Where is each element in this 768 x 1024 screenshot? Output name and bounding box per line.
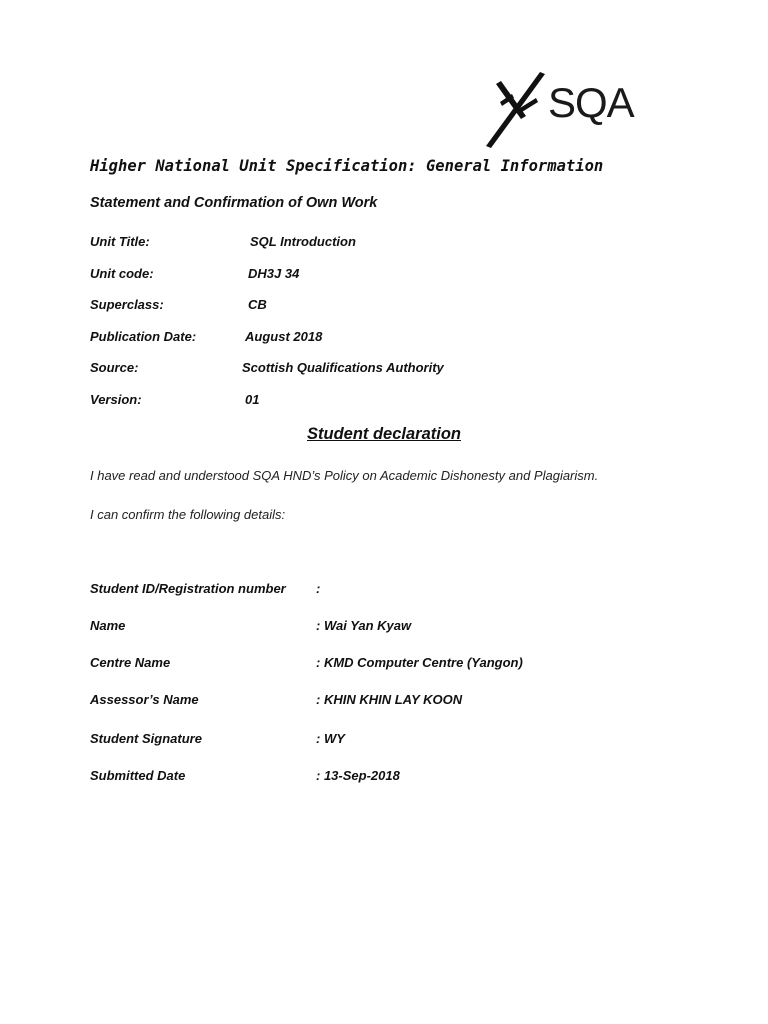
detail-value: : KHIN KHIN LAY KOON <box>316 692 463 707</box>
unit-info-value: August 2018 <box>245 329 323 344</box>
detail-value: : 13-Sep-2018 <box>316 768 400 783</box>
unit-info-label: Version: <box>90 392 142 407</box>
page-title: Higher National Unit Specification: General Information <box>90 157 604 175</box>
detail-row-name <box>90 618 690 633</box>
detail-row-assessor-name <box>90 692 690 707</box>
detail-value: : <box>316 581 321 596</box>
logo-text: SQA <box>548 79 634 126</box>
detail-label: Student ID/Registration number <box>90 581 286 596</box>
detail-value: : KMD Computer Centre (Yangon) <box>316 655 523 670</box>
unit-info-label: Unit Title: <box>90 234 150 249</box>
sqa-x-logo-icon <box>482 68 552 148</box>
detail-label: Name <box>90 618 126 633</box>
sqa-logo <box>482 68 632 148</box>
unit-info-row-title <box>90 234 356 249</box>
detail-value: : WY <box>316 731 345 746</box>
detail-row-student-id <box>90 581 690 596</box>
unit-info-value: Scottish Qualifications Authority <box>242 360 444 375</box>
unit-info-value: DH3J 34 <box>248 266 300 281</box>
page-subtitle: Statement and Confirmation of Own Work <box>90 195 378 211</box>
unit-info-value: 01 <box>245 392 260 407</box>
declaration-statement: I have read and understood SQA HND’s Policy on Academic Dishonesty and Plagiarism. <box>90 468 599 483</box>
declaration-heading: Student declaration <box>306 425 462 443</box>
unit-info-row-source <box>90 360 444 375</box>
detail-row-centre-name <box>90 655 690 670</box>
detail-row-submitted-date <box>90 768 690 783</box>
unit-info-row-publication-date <box>90 329 323 344</box>
detail-label: Submitted Date <box>90 768 186 783</box>
declaration-confirm: I can confirm the following details: <box>90 507 286 522</box>
detail-value: : Wai Yan Kyaw <box>316 618 412 633</box>
unit-info-label: Superclass: <box>90 297 164 312</box>
unit-info-value: SQL Introduction <box>250 234 356 249</box>
unit-info-row-code <box>90 266 300 281</box>
detail-label: Assessor’s Name <box>90 692 199 707</box>
unit-info-row-version <box>90 392 260 407</box>
unit-info-row-superclass <box>90 297 267 312</box>
unit-info-label: Unit code: <box>90 266 154 281</box>
unit-info-label: Publication Date: <box>90 329 197 344</box>
unit-info-label: Source: <box>90 360 139 375</box>
detail-label: Centre Name <box>90 655 171 670</box>
detail-label: Student Signature <box>90 731 202 746</box>
unit-info-value: CB <box>248 297 267 312</box>
detail-row-student-signature <box>90 731 690 746</box>
